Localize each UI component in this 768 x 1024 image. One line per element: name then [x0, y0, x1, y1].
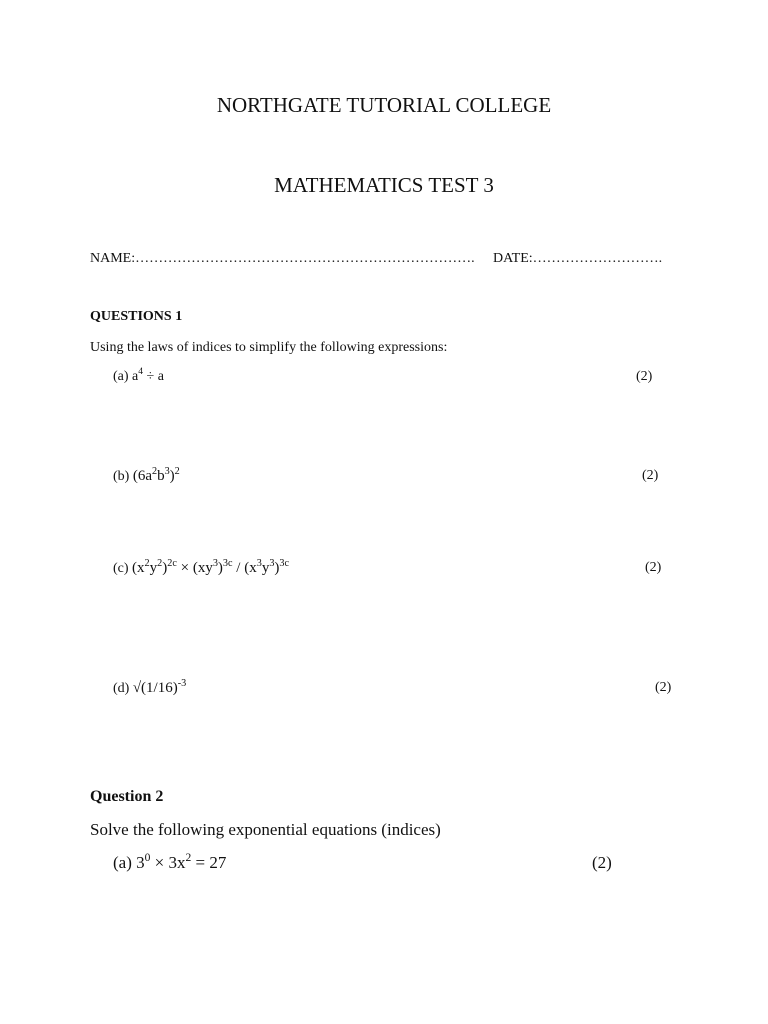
q1-item-c-label: (c)	[113, 561, 129, 576]
q1-item-a	[113, 366, 164, 385]
q2-item-a-label: (a)	[113, 853, 132, 872]
question-1-heading: QUESTIONS 1	[90, 309, 183, 324]
question-2-instruction: Solve the following exponential equations (indices)	[90, 820, 441, 839]
q1-item-d-label: (d)	[113, 681, 130, 696]
name-field-line: NAME:……………………………………………………………….	[90, 251, 475, 266]
q1-item-b-expression: $(6a^2b^3)^2$	[132, 465, 180, 484]
q2-item-a-marks: (2)	[592, 853, 612, 872]
question-2-heading: Question 2	[90, 788, 164, 805]
q1-item-c	[113, 557, 290, 577]
question-1-instruction: Using the laws of indices to simplify the following expressions:	[90, 340, 448, 355]
q1-item-c-expression: $(x^2y^2)^{2c} \times (xy^3)^{3c} / (x^3y^3)^{3c}$	[132, 557, 290, 576]
test-title: MATHEMATICS TEST 3	[274, 173, 494, 197]
q2-item-a	[113, 850, 227, 873]
q2-item-a-expression: $3^0 \times 3x^2 = 27$	[136, 850, 227, 872]
date-field-line: DATE:……………………….	[493, 251, 663, 266]
q1-item-a-label: (a)	[113, 369, 129, 384]
q1-item-c-marks: (2)	[645, 560, 662, 575]
college-name: NORTHGATE TUTORIAL COLLEGE	[216, 93, 552, 117]
q1-item-b-marks: (2)	[642, 468, 659, 483]
q1-item-d	[113, 677, 187, 697]
q1-item-b	[113, 465, 180, 485]
q1-item-a-marks: (2)	[636, 369, 653, 384]
q1-item-d-marks: (2)	[655, 680, 672, 695]
q1-item-a-expression: $a^4 \div a$	[132, 366, 164, 384]
q1-item-d-expression: $√(1/16)^{-3}$	[132, 677, 187, 696]
q1-item-b-label: (b)	[113, 469, 130, 484]
